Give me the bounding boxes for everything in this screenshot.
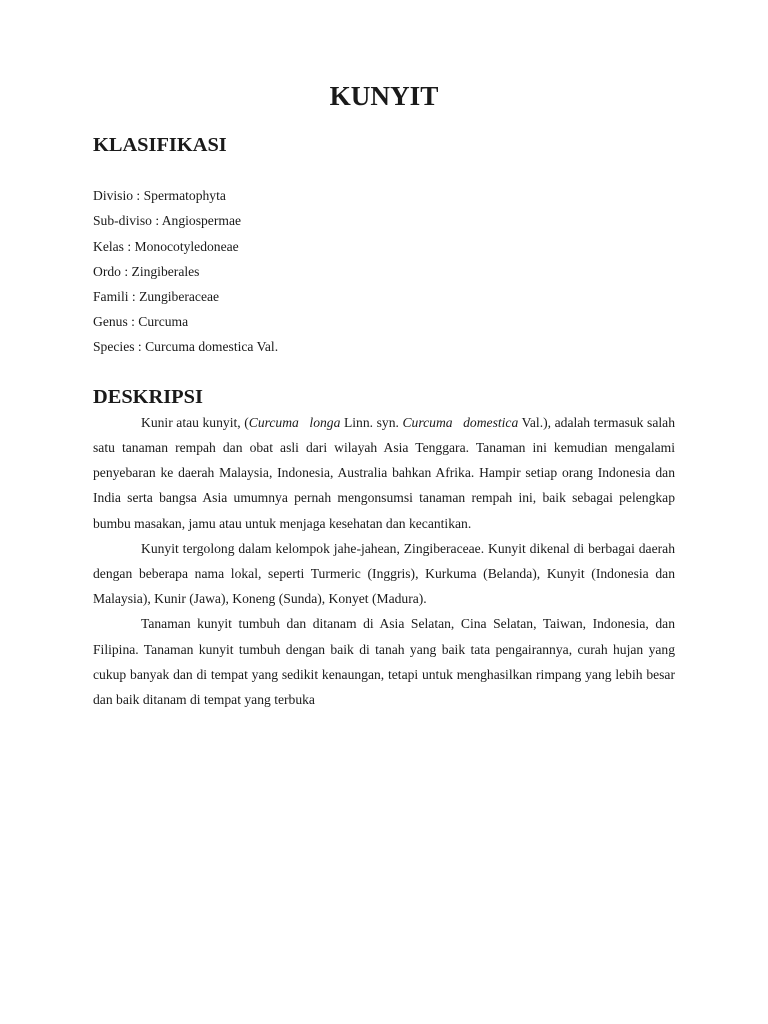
paragraph-1-mid: Linn. syn.: [340, 414, 403, 430]
klasifikasi-item-genus: Genus : Curcuma: [93, 314, 189, 330]
klasifikasi-item-ordo: Ordo : Zingiberales: [93, 263, 200, 279]
paragraph-1-italic-curcuma-domestica: Curcuma domestica: [402, 414, 519, 430]
deskripsi-heading: DESKRIPSI: [93, 385, 203, 408]
document-page: [93, 82, 675, 712]
klasifikasi-item-divisio: Divisio : Spermatophyta: [93, 188, 226, 204]
klasifikasi-heading: KLASIFIKASI: [93, 134, 227, 156]
deskripsi-paragraph-2: Kunyit tergolong dalam kelompok jahe-jahean, Zingiberaceae. Kunyit dikenal di berbagai daerah dengan beberapa nama lokal, seperti Turmeric (Inggris), Kurkuma (Belanda), Kunyit (Indonesia dan Malaysia), Kunir (Jawa), Koneng (Sunda), Konyet (Madura).: [93, 540, 675, 607]
deskripsi-paragraph-3: Tanaman kunyit tumbuh dan ditanam di Asia Selatan, Cina Selatan, Taiwan, Indonesia, dan Filipina. Tanaman kunyit tumbuh dengan baik di tanah yang baik tata pengairannya, curah hujan yang cukup banyak dan di tempat yang sedikit kenaungan, tetapi untuk menghasilkan rimpang yang lebih besar dan baik ditanam di tempat yang terbuka: [93, 616, 675, 708]
klasifikasi-item-subdivisio: Sub-diviso : Angiospermae: [93, 213, 242, 229]
klasifikasi-item-kelas: Kelas : Monocotyledoneae: [93, 238, 239, 254]
klasifikasi-item-species: Species : Curcuma domestica Val.: [93, 339, 279, 355]
paragraph-1-lead: Kunir atau kunyit, (: [141, 414, 249, 430]
paragraph-1-rest: Val.), adalah termasuk salah satu tanaman rempah dan obat asli dari wilayah Asia Tenggara. Tanaman ini kemudian mengalami penyebaran ke daerah Malaysia, Indonesia, Australia bahkan Afrika. Hampir setiap orang Indonesia dan India serta bangsa Asia umumnya pernah mengonsumsi tanaman rempah ini, baik sebagai pelengkap bumbu masakan, jamu atau untuk menjaga kesehatan dan kecantikan.: [93, 414, 675, 531]
klasifikasi-list: [93, 183, 675, 359]
deskripsi-paragraph-1: [93, 410, 675, 536]
klasifikasi-item-famili: Famili : Zungiberaceae: [93, 289, 220, 305]
paragraph-1-italic-curcuma-longa: Curcuma longa: [248, 414, 341, 430]
document-title: KUNYIT: [329, 81, 439, 111]
